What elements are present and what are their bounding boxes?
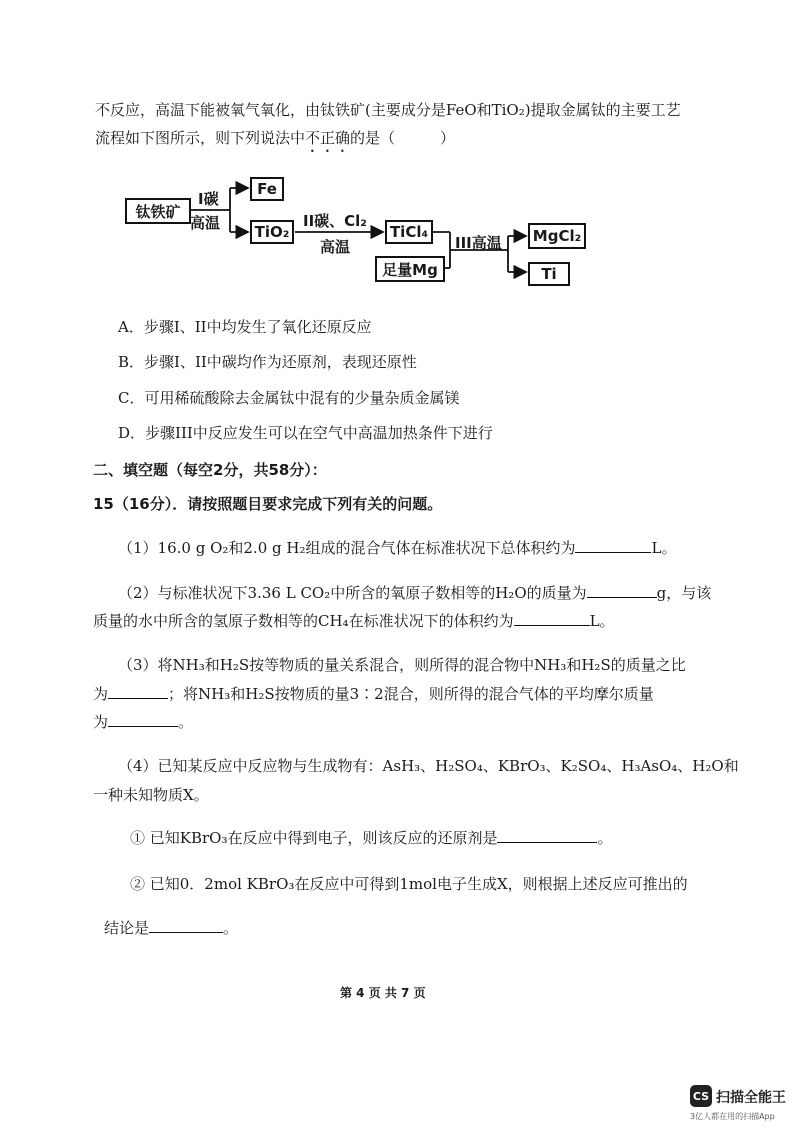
q4-sub1-line [130, 828, 613, 848]
q2-line-2 [93, 611, 615, 631]
box-mg: 足量Mg [375, 256, 445, 282]
q2-text-b: g，与该 [656, 584, 712, 602]
q3-line-2 [93, 684, 654, 704]
option-a: A．步骤I、II中均发生了氧化还原反应 [118, 318, 372, 336]
q4-sub2-end: 。 [223, 919, 239, 937]
q1-text: （1）16.0 g O₂和2.0 g H₂组成的混合气体在标准状况下总体积约为 [118, 539, 576, 557]
q4-line-1: （4）已知某反应中反应物与生成物有：AsH₃、H₂SO₄、KBrO₃、K₂SO₄、H₃AsO₄、H₂O和 [118, 757, 739, 775]
intro-line-2-prefix: 流程如下图所示，则下列说法中 [95, 129, 306, 147]
q2-text-a: （2）与标准状况下3.36 L CO₂中所含的氧原子数相等的H₂O的质量为 [118, 584, 587, 602]
q3-text-e: 。 [178, 713, 194, 731]
box-ti: Ti [528, 262, 570, 286]
q3-line-3 [93, 712, 193, 732]
q3-blank-1[interactable] [108, 684, 168, 699]
box-fe: Fe [250, 177, 284, 201]
box-mgcl2: MgCl₂ [528, 223, 586, 249]
q2-text-d: L。 [589, 612, 615, 630]
intro-line-1: 不反应，高温下能被氧气氧化，由钛铁矿(主要成分是FeO和TiO₂)提取金属钛的主要工艺 [95, 101, 681, 119]
question-15-text: 15（16分）．请按照题目要求完成下列有关的问题。 [93, 495, 443, 513]
box-ilmenite: 钛铁矿 [125, 198, 191, 224]
q4-sub1-end: 。 [597, 829, 613, 847]
option-b: B．步骤I、II中碳均作为还原剂，表现还原性 [118, 353, 417, 371]
option-c: C．可用稀硫酸除去金属钛中混有的少量杂质金属镁 [118, 389, 460, 407]
q4-line-2: 一种未知物质X。 [93, 786, 209, 804]
q4-sub2-line-2 [104, 918, 238, 938]
section-title: 二、填空题（每空2分，共58分）： [93, 461, 327, 479]
box-tio2: TiO₂ [250, 220, 294, 244]
intro-line-2-suffix: 的是（ ） [350, 129, 456, 147]
q3-line-1: （3）将NH₃和H₂S按等物质的量关系混合，则所得的混合物中NH₃和H₂S的质量之比 [118, 656, 686, 674]
q4-sub2-line: ② 已知0．2mol KBrO₃在反应中可得到1mol电子生成X，则根据上述反应可推出的 [130, 875, 688, 893]
q4-blank-1[interactable] [497, 828, 597, 843]
q4-sub2-text: 结论是 [104, 919, 150, 937]
q4-blank-2[interactable] [149, 918, 223, 933]
box-ticl4: TiCl₄ [385, 220, 433, 244]
watermark-app-name: 扫描全能王 [716, 1090, 786, 1106]
label-step1-bottom: 高温 [190, 214, 221, 232]
q3-text-c: ；将NH₃和H₂S按物质的量3∶2混合，则所得的混合气体的平均摩尔质量 [168, 685, 654, 703]
q2-blank-1[interactable] [587, 583, 657, 598]
q3-text-b: 为 [93, 685, 109, 703]
emphasis-not-correct: 不正确 [305, 129, 351, 147]
q1-blank[interactable] [575, 538, 651, 553]
q2-blank-2[interactable] [514, 611, 590, 626]
label-step1-top: I碳 [198, 190, 219, 208]
label-step2-bottom: 高温 [320, 238, 351, 256]
camscanner-logo-icon: CS [690, 1085, 712, 1107]
q2-line-1 [118, 583, 711, 603]
q1-unit: L。 [651, 539, 677, 557]
label-step2-top: II碳、Cl₂ [303, 212, 367, 230]
watermark-tagline: 3亿人都在用的扫描App [690, 1112, 775, 1121]
question-15-header [93, 494, 442, 514]
q2-text-c: 质量的水中所含的氢原子数相等的CH₄在标准状况下的体积约为 [93, 612, 514, 630]
q1-line [118, 538, 676, 558]
q4-sub1-text: ① 已知KBrO₃在反应中得到电子，则该反应的还原剂是 [130, 829, 498, 847]
q3-blank-2[interactable] [108, 712, 178, 727]
q3-text-d: 为 [93, 713, 109, 731]
option-d: D．步骤III中反应发生可以在空气中高温加热条件下进行 [118, 424, 493, 442]
page-number: 第 4 页 共 7 页 [340, 986, 426, 1000]
label-step3: III高温 [455, 234, 502, 252]
